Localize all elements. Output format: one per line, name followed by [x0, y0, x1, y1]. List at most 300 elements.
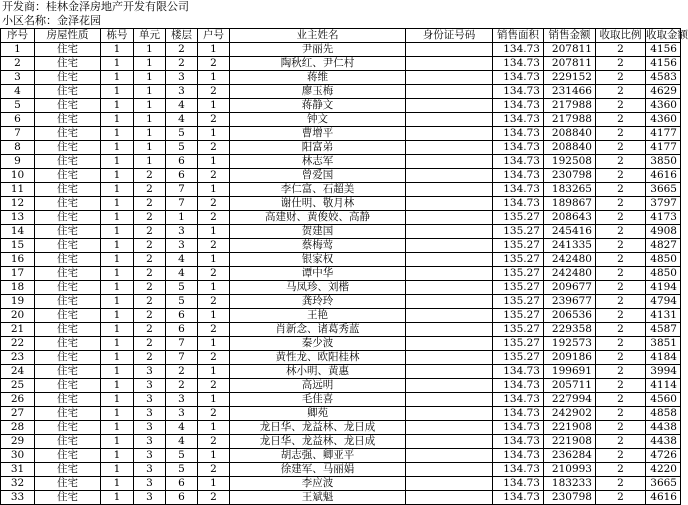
- cell-fee: 4794: [646, 295, 681, 309]
- cell-index: 1: [1, 43, 35, 57]
- cell-fee: 4587: [646, 323, 681, 337]
- cell-owner: 曾爱国: [230, 169, 406, 183]
- cell-id-number: [406, 127, 493, 141]
- cell-floor: 6: [166, 477, 198, 491]
- cell-owner: 毛佳喜: [230, 393, 406, 407]
- cell-fee: 4616: [646, 169, 681, 183]
- cell-index: 4: [1, 85, 35, 99]
- cell-room: 2: [198, 379, 230, 393]
- cell-area: 135.27: [493, 239, 544, 253]
- sales-table: [0, 28, 688, 505]
- cell-area: 135.27: [493, 267, 544, 281]
- cell-amount: 207811: [544, 43, 596, 57]
- cell-unit: 1: [134, 113, 166, 127]
- cell-id-number: [406, 183, 493, 197]
- table-row: [1, 267, 681, 281]
- cell-floor: 4: [166, 253, 198, 267]
- cell-building: 1: [101, 351, 134, 365]
- cell-unit: 2: [134, 323, 166, 337]
- cell-id-number: [406, 309, 493, 323]
- cell-amount: 189867: [544, 197, 596, 211]
- cell-unit: 3: [134, 407, 166, 421]
- table-row: [1, 85, 681, 99]
- cell-owner: 黄性龙、欧阳桂林: [230, 351, 406, 365]
- cell-fee: 4114: [646, 379, 681, 393]
- cell-index: 17: [1, 267, 35, 281]
- cell-owner: 银家权: [230, 253, 406, 267]
- cell-ratio: 2: [596, 309, 646, 323]
- cell-building: 1: [101, 323, 134, 337]
- cell-property-type: 住宅: [35, 113, 101, 127]
- cell-floor: 3: [166, 407, 198, 421]
- cell-building: 1: [101, 183, 134, 197]
- cell-property-type: 住宅: [35, 225, 101, 239]
- cell-unit: 3: [134, 477, 166, 491]
- cell-property-type: 住宅: [35, 379, 101, 393]
- cell-unit: 1: [134, 71, 166, 85]
- cell-id-number: [406, 323, 493, 337]
- cell-building: 1: [101, 337, 134, 351]
- cell-index: 3: [1, 71, 35, 85]
- cell-amount: 192573: [544, 337, 596, 351]
- cell-area: 134.73: [493, 491, 544, 505]
- cell-fee: 3994: [646, 365, 681, 379]
- cell-owner: 胡志强、卿亚平: [230, 449, 406, 463]
- cell-building: 1: [101, 113, 134, 127]
- cell-room: 2: [198, 211, 230, 225]
- cell-floor: 2: [166, 57, 198, 71]
- cell-room: 2: [198, 239, 230, 253]
- cell-ratio: 2: [596, 239, 646, 253]
- cell-index: 8: [1, 141, 35, 155]
- cell-amount: 236284: [544, 449, 596, 463]
- cell-floor: 5: [166, 127, 198, 141]
- cell-property-type: 住宅: [35, 491, 101, 505]
- table-row: [1, 323, 681, 337]
- cell-ratio: 2: [596, 323, 646, 337]
- cell-index: 33: [1, 491, 35, 505]
- cell-floor: 3: [166, 71, 198, 85]
- table-row: [1, 197, 681, 211]
- table-row: [1, 253, 681, 267]
- cell-id-number: [406, 421, 493, 435]
- cell-floor: 4: [166, 99, 198, 113]
- cell-room: 2: [198, 141, 230, 155]
- cell-room: 2: [198, 351, 230, 365]
- cell-index: 28: [1, 421, 35, 435]
- cell-building: 1: [101, 127, 134, 141]
- cell-owner: 谭中华: [230, 267, 406, 281]
- cell-property-type: 住宅: [35, 281, 101, 295]
- cell-unit: 2: [134, 253, 166, 267]
- cell-amount: 229152: [544, 71, 596, 85]
- cell-building: 1: [101, 449, 134, 463]
- cell-id-number: [406, 197, 493, 211]
- cell-ratio: 2: [596, 71, 646, 85]
- cell-ratio: 2: [596, 155, 646, 169]
- cell-property-type: 住宅: [35, 435, 101, 449]
- cell-area: 134.73: [493, 421, 544, 435]
- cell-property-type: 住宅: [35, 211, 101, 225]
- cell-index: 9: [1, 155, 35, 169]
- cell-property-type: 住宅: [35, 183, 101, 197]
- cell-floor: 3: [166, 85, 198, 99]
- cell-ratio: 2: [596, 365, 646, 379]
- cell-building: 1: [101, 225, 134, 239]
- cell-index: 18: [1, 281, 35, 295]
- cell-room: 2: [198, 267, 230, 281]
- cell-floor: 1: [166, 211, 198, 225]
- col-header-owner: 业主姓名: [230, 29, 406, 43]
- cell-building: 1: [101, 211, 134, 225]
- cell-building: 1: [101, 253, 134, 267]
- cell-id-number: [406, 295, 493, 309]
- table-row: [1, 43, 681, 57]
- cell-unit: 2: [134, 267, 166, 281]
- cell-owner: 廖玉梅: [230, 85, 406, 99]
- cell-area: 134.73: [493, 449, 544, 463]
- cell-area: 134.73: [493, 365, 544, 379]
- cell-floor: 6: [166, 491, 198, 505]
- cell-owner: 谢仕明、敬月林: [230, 197, 406, 211]
- cell-amount: 209186: [544, 351, 596, 365]
- cell-building: 1: [101, 407, 134, 421]
- cell-amount: 208643: [544, 211, 596, 225]
- cell-room: 1: [198, 281, 230, 295]
- cell-area: 135.27: [493, 337, 544, 351]
- cell-index: 29: [1, 435, 35, 449]
- cell-index: 16: [1, 253, 35, 267]
- cell-room: 2: [198, 85, 230, 99]
- cell-building: 1: [101, 57, 134, 71]
- cell-floor: 4: [166, 435, 198, 449]
- cell-property-type: 住宅: [35, 295, 101, 309]
- cell-fee: 4438: [646, 421, 681, 435]
- cell-building: 1: [101, 281, 134, 295]
- cell-property-type: 住宅: [35, 393, 101, 407]
- table-row: [1, 239, 681, 253]
- cell-floor: 5: [166, 449, 198, 463]
- cell-property-type: 住宅: [35, 57, 101, 71]
- cell-amount: 242480: [544, 267, 596, 281]
- table-row: [1, 379, 681, 393]
- cell-unit: 2: [134, 239, 166, 253]
- cell-index: 7: [1, 127, 35, 141]
- cell-id-number: [406, 99, 493, 113]
- table-row: [1, 365, 681, 379]
- cell-amount: 229358: [544, 323, 596, 337]
- cell-room: 1: [198, 183, 230, 197]
- cell-property-type: 住宅: [35, 71, 101, 85]
- cell-area: 134.73: [493, 127, 544, 141]
- cell-area: 135.27: [493, 323, 544, 337]
- cell-building: 1: [101, 43, 134, 57]
- cell-id-number: [406, 463, 493, 477]
- cell-amount: 192508: [544, 155, 596, 169]
- cell-building: 1: [101, 463, 134, 477]
- cell-property-type: 住宅: [35, 407, 101, 421]
- cell-unit: 2: [134, 337, 166, 351]
- cell-owner: 徐建军、马丽娟: [230, 463, 406, 477]
- cell-property-type: 住宅: [35, 337, 101, 351]
- cell-building: 1: [101, 239, 134, 253]
- cell-floor: 7: [166, 337, 198, 351]
- cell-property-type: 住宅: [35, 421, 101, 435]
- cell-room: 2: [198, 197, 230, 211]
- cell-id-number: [406, 141, 493, 155]
- col-header-area: 销售面积: [493, 29, 544, 43]
- cell-ratio: 2: [596, 281, 646, 295]
- cell-owner: 龙日华、龙益林、龙日成: [230, 435, 406, 449]
- cell-ratio: 2: [596, 57, 646, 71]
- cell-id-number: [406, 351, 493, 365]
- cell-area: 134.73: [493, 57, 544, 71]
- header-row: [1, 29, 681, 43]
- cell-room: 1: [198, 477, 230, 491]
- cell-fee: 4156: [646, 43, 681, 57]
- cell-index: 23: [1, 351, 35, 365]
- table-row: [1, 351, 681, 365]
- table-row: [1, 141, 681, 155]
- cell-ratio: 2: [596, 351, 646, 365]
- cell-room: 1: [198, 393, 230, 407]
- cell-floor: 6: [166, 309, 198, 323]
- cell-amount: 210993: [544, 463, 596, 477]
- cell-unit: 3: [134, 491, 166, 505]
- cell-owner: 肖新念、诸葛秀蓝: [230, 323, 406, 337]
- cell-id-number: [406, 393, 493, 407]
- cell-fee: 3850: [646, 155, 681, 169]
- cell-floor: 6: [166, 323, 198, 337]
- table-row: [1, 449, 681, 463]
- col-header-fee: 收取金额: [646, 29, 688, 41]
- cell-area: 134.73: [493, 155, 544, 169]
- cell-unit: 3: [134, 449, 166, 463]
- cell-amount: 227994: [544, 393, 596, 407]
- cell-owner: 秦少波: [230, 337, 406, 351]
- cell-ratio: 2: [596, 211, 646, 225]
- cell-area: 134.73: [493, 477, 544, 491]
- cell-id-number: [406, 449, 493, 463]
- cell-id-number: [406, 113, 493, 127]
- cell-ratio: 2: [596, 43, 646, 57]
- cell-building: 1: [101, 141, 134, 155]
- cell-owner: 蔡梅莺: [230, 239, 406, 253]
- cell-index: 5: [1, 99, 35, 113]
- cell-room: 1: [198, 225, 230, 239]
- cell-fee: 3851: [646, 337, 681, 351]
- table-row: [1, 225, 681, 239]
- cell-owner: 龚玲玲: [230, 295, 406, 309]
- cell-building: 1: [101, 365, 134, 379]
- cell-owner: 龙日华、龙益林、龙日成: [230, 421, 406, 435]
- cell-room: 1: [198, 127, 230, 141]
- cell-room: 2: [198, 491, 230, 505]
- col-header-building: 栋号: [101, 29, 134, 43]
- cell-unit: 2: [134, 225, 166, 239]
- cell-ratio: 2: [596, 85, 646, 99]
- cell-ratio: 2: [596, 463, 646, 477]
- cell-floor: 4: [166, 267, 198, 281]
- cell-floor: 5: [166, 295, 198, 309]
- cell-area: 134.73: [493, 463, 544, 477]
- cell-id-number: [406, 239, 493, 253]
- cell-amount: 245416: [544, 225, 596, 239]
- cell-room: 2: [198, 295, 230, 309]
- cell-room: 1: [198, 421, 230, 435]
- col-header-property-type: 房屋性质: [35, 29, 101, 43]
- cell-id-number: [406, 435, 493, 449]
- cell-fee: 4616: [646, 491, 681, 505]
- cell-ratio: 2: [596, 197, 646, 211]
- cell-amount: 217988: [544, 99, 596, 113]
- cell-room: 2: [198, 113, 230, 127]
- cell-ratio: 2: [596, 267, 646, 281]
- table-row: [1, 57, 681, 71]
- cell-room: 2: [198, 435, 230, 449]
- cell-fee: 4131: [646, 309, 681, 323]
- cell-building: 1: [101, 71, 134, 85]
- cell-id-number: [406, 491, 493, 505]
- cell-floor: 3: [166, 239, 198, 253]
- cell-index: 20: [1, 309, 35, 323]
- cell-owner: 阳富弟: [230, 141, 406, 155]
- cell-fee: 4177: [646, 141, 681, 155]
- cell-fee: 3665: [646, 183, 681, 197]
- cell-index: 10: [1, 169, 35, 183]
- cell-property-type: 住宅: [35, 323, 101, 337]
- cell-area: 135.27: [493, 281, 544, 295]
- cell-index: 22: [1, 337, 35, 351]
- cell-fee: 4360: [646, 113, 681, 127]
- cell-floor: 7: [166, 197, 198, 211]
- cell-property-type: 住宅: [35, 85, 101, 99]
- cell-ratio: 2: [596, 421, 646, 435]
- cell-unit: 1: [134, 99, 166, 113]
- cell-amount: 242480: [544, 253, 596, 267]
- cell-floor: 2: [166, 365, 198, 379]
- cell-ratio: 2: [596, 435, 646, 449]
- cell-index: 12: [1, 197, 35, 211]
- cell-id-number: [406, 379, 493, 393]
- cell-amount: 239677: [544, 295, 596, 309]
- cell-index: 24: [1, 365, 35, 379]
- cell-index: 30: [1, 449, 35, 463]
- cell-area: 134.73: [493, 197, 544, 211]
- cell-area: 134.73: [493, 183, 544, 197]
- cell-amount: 208840: [544, 127, 596, 141]
- cell-id-number: [406, 337, 493, 351]
- cell-id-number: [406, 407, 493, 421]
- table-row: [1, 113, 681, 127]
- cell-id-number: [406, 57, 493, 71]
- cell-fee: 4156: [646, 57, 681, 71]
- cell-owner: 林志军: [230, 155, 406, 169]
- cell-room: 1: [198, 253, 230, 267]
- col-header-room: 户号: [198, 29, 230, 43]
- cell-owner: 蒋静文: [230, 99, 406, 113]
- cell-property-type: 住宅: [35, 463, 101, 477]
- cell-fee: 4560: [646, 393, 681, 407]
- cell-fee: 4858: [646, 407, 681, 421]
- cell-fee: 4438: [646, 435, 681, 449]
- cell-unit: 2: [134, 309, 166, 323]
- cell-amount: 217988: [544, 113, 596, 127]
- cell-owner: 王艳: [230, 309, 406, 323]
- cell-room: 2: [198, 169, 230, 183]
- cell-area: 134.73: [493, 169, 544, 183]
- cell-owner: 曹增平: [230, 127, 406, 141]
- table-row: [1, 183, 681, 197]
- cell-property-type: 住宅: [35, 253, 101, 267]
- cell-unit: 3: [134, 365, 166, 379]
- cell-room: 1: [198, 309, 230, 323]
- cell-room: 2: [198, 407, 230, 421]
- cell-index: 25: [1, 379, 35, 393]
- cell-property-type: 住宅: [35, 127, 101, 141]
- col-header-ratio: 收取比例: [596, 29, 646, 43]
- cell-room: 1: [198, 43, 230, 57]
- cell-area: 135.27: [493, 225, 544, 239]
- cell-id-number: [406, 365, 493, 379]
- cell-ratio: 2: [596, 253, 646, 267]
- cell-id-number: [406, 71, 493, 85]
- cell-unit: 3: [134, 463, 166, 477]
- cell-floor: 4: [166, 421, 198, 435]
- cell-fee: 4583: [646, 71, 681, 85]
- cell-property-type: 住宅: [35, 239, 101, 253]
- table-row: [1, 127, 681, 141]
- cell-owner: 蒋维: [230, 71, 406, 85]
- cell-property-type: 住宅: [35, 477, 101, 491]
- cell-unit: 3: [134, 435, 166, 449]
- cell-id-number: [406, 211, 493, 225]
- cell-amount: 230798: [544, 169, 596, 183]
- col-header-unit: 单元: [134, 29, 166, 43]
- cell-property-type: 住宅: [35, 169, 101, 183]
- cell-unit: 2: [134, 169, 166, 183]
- cell-index: 32: [1, 477, 35, 491]
- col-header-amount: 销售金额: [544, 29, 596, 43]
- cell-property-type: 住宅: [35, 99, 101, 113]
- cell-amount: 231466: [544, 85, 596, 99]
- col-header-floor: 楼层: [166, 29, 198, 43]
- cell-ratio: 2: [596, 113, 646, 127]
- col-header-id-number: 身份证号码: [406, 29, 493, 43]
- cell-fee: 4177: [646, 127, 681, 141]
- cell-room: 1: [198, 365, 230, 379]
- community-line: 小区名称：金泽花园: [2, 14, 101, 27]
- cell-room: 2: [198, 323, 230, 337]
- cell-property-type: 住宅: [35, 365, 101, 379]
- cell-fee: 4850: [646, 267, 681, 281]
- cell-owner: 王斌魁: [230, 491, 406, 505]
- cell-floor: 5: [166, 463, 198, 477]
- cell-room: 1: [198, 155, 230, 169]
- cell-room: 2: [198, 463, 230, 477]
- cell-amount: 207811: [544, 57, 596, 71]
- cell-room: 1: [198, 449, 230, 463]
- cell-ratio: 2: [596, 225, 646, 239]
- cell-owner: 尹丽先: [230, 43, 406, 57]
- cell-room: 2: [198, 57, 230, 71]
- cell-owner: 马凤珍、刘楷: [230, 281, 406, 295]
- cell-owner: 李仁富、石超美: [230, 183, 406, 197]
- cell-owner: 高远明: [230, 379, 406, 393]
- cell-index: 15: [1, 239, 35, 253]
- cell-ratio: 2: [596, 491, 646, 505]
- table-row: [1, 211, 681, 225]
